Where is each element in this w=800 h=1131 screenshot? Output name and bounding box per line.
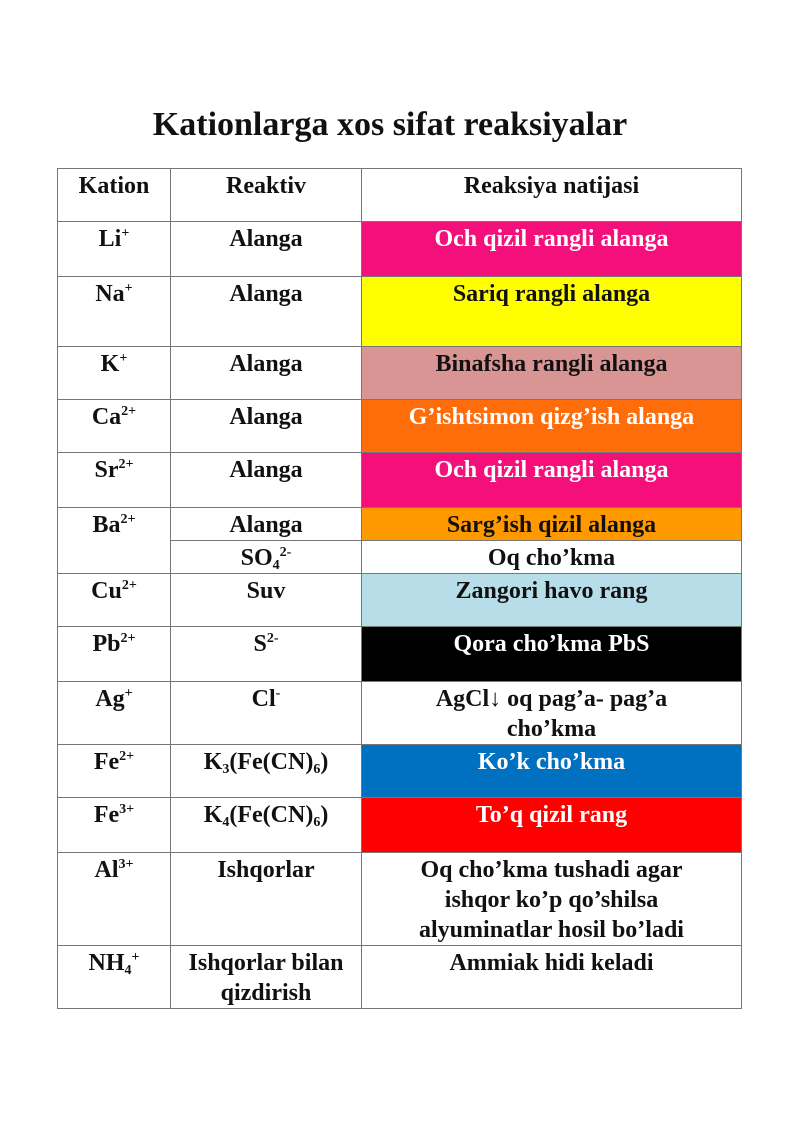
table-row	[58, 453, 742, 508]
reagent-cell: $SO_4^{2-}$	[171, 541, 362, 574]
table-row	[58, 574, 742, 627]
table-row	[58, 745, 742, 798]
reagent-cell: Alanga	[171, 453, 362, 508]
page-title: Kationlarga xos sifat reaksiyalar	[152, 106, 628, 143]
result-cell: Oq cho’kma tushadi agar ishqor ko’p qo’shilsa alyuminatlar hosil bo’ladi	[362, 853, 742, 946]
table-row	[58, 853, 742, 946]
cation-cell: K+	[58, 347, 171, 400]
result-cell: Qora cho’kma PbS	[362, 627, 742, 682]
cation-cell: Ag+	[58, 682, 171, 745]
table-row	[58, 508, 742, 541]
table-row	[58, 627, 742, 682]
reagent-cell: Ishqorlar bilan qizdirish	[171, 946, 362, 1009]
cation-cell: $Pb^{2+}$	[58, 627, 171, 682]
reagent-cell: Alanga	[171, 347, 362, 400]
result-cell: To’q qizil rang	[362, 798, 742, 853]
result-cell: AgCl↓ oq pag’a- pag’a cho’kma	[362, 682, 742, 745]
reagent-cell: Alanga	[171, 508, 362, 541]
reagent-cell: Cl-	[171, 682, 362, 745]
table-header-row	[58, 169, 742, 222]
cation-cell: $Fe^{2+}$	[58, 745, 171, 798]
header-reagent: Reaktiv	[171, 169, 362, 222]
cation-reactions-table	[57, 168, 742, 1009]
result-cell: G’ishtsimon qizg’ish alanga	[362, 400, 742, 453]
reagent-cell: $S^{2-}$	[171, 627, 362, 682]
table-row	[58, 222, 742, 277]
result-cell: Sariq rangli alanga	[362, 277, 742, 347]
cation-cell: $NH_4^+$	[58, 946, 171, 1009]
table-row	[58, 277, 742, 347]
table-row	[58, 798, 742, 853]
result-cell: Zangori havo rang	[362, 574, 742, 627]
result-cell: Ko’k cho’kma	[362, 745, 742, 798]
reagent-cell: Suv	[171, 574, 362, 627]
cation-cell: $Sr^{2+}$	[58, 453, 171, 508]
table-row	[58, 946, 742, 1009]
cation-cell: $Cu^{2+}$	[58, 574, 171, 627]
result-cell: Ammiak hidi keladi	[362, 946, 742, 1009]
header-cation: Kation	[58, 169, 171, 222]
table-row	[58, 347, 742, 400]
reagent-cell: $K_4(Fe(CN)_6)$	[171, 798, 362, 853]
reagent-cell: Ishqorlar	[171, 853, 362, 946]
cation-cell: Na+	[58, 277, 171, 347]
cation-cell: $Ba^{2+}$	[58, 508, 171, 574]
result-cell: Oq cho’kma	[362, 541, 742, 574]
reagent-cell: Alanga	[171, 277, 362, 347]
result-cell: Binafsha rangli alanga	[362, 347, 742, 400]
reagent-cell: $K_3(Fe(CN)_6)$	[171, 745, 362, 798]
cation-cell: Li+	[58, 222, 171, 277]
table-row	[58, 400, 742, 453]
header-result: Reaksiya natijasi	[362, 169, 742, 222]
result-cell: Sarg’ish qizil alanga	[362, 508, 742, 541]
cation-cell: $Fe^{3+}$	[58, 798, 171, 853]
result-cell: Och qizil rangli alanga	[362, 222, 742, 277]
cation-cell: $Ca^{2+}$	[58, 400, 171, 453]
reagent-cell: Alanga	[171, 222, 362, 277]
result-cell: Och qizil rangli alanga	[362, 453, 742, 508]
cation-cell: $Al^{3+}$	[58, 853, 171, 946]
reagent-cell: Alanga	[171, 400, 362, 453]
table-row	[58, 682, 742, 745]
